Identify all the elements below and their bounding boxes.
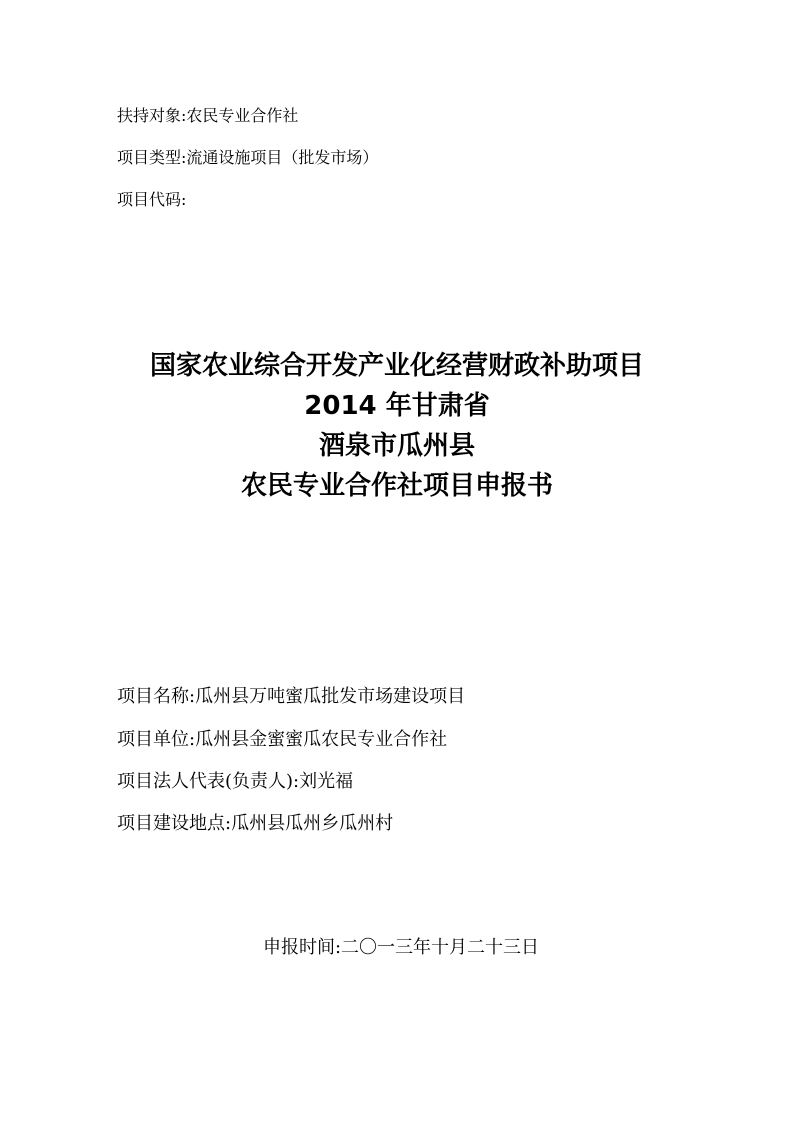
- legal-representative-line: 项目法人代表(负责人):刘光福: [117, 771, 354, 792]
- declare-date: 申报时间:二〇一三年十月二十三日: [262, 937, 540, 958]
- title-line-application: 农民专业合作社项目申报书: [240, 471, 553, 501]
- project-type-line: 项目类型:流通设施项目（批发市场）: [117, 148, 379, 167]
- document-title: [0, 346, 794, 506]
- project-unit-line: 项目单位:瓜州县金蜜蜜瓜农民专业合作社: [117, 729, 448, 750]
- title-line-program: 国家农业综合开发产业化经营财政补助项目: [149, 351, 644, 381]
- project-name-line: 项目名称:瓜州县万吨蜜瓜批发市场建设项目: [117, 686, 466, 707]
- project-code-line: 项目代码:: [117, 190, 187, 209]
- support-target-line: 扶持对象:农民专业合作社: [117, 106, 299, 125]
- title-line-city-county: 酒泉市瓜州县: [318, 431, 475, 461]
- declare-date-row: [0, 937, 794, 959]
- title-line-year-province: 2014 年甘肃省: [304, 391, 490, 421]
- construction-location-line: 项目建设地点:瓜州县瓜州乡瓜州村: [117, 813, 394, 834]
